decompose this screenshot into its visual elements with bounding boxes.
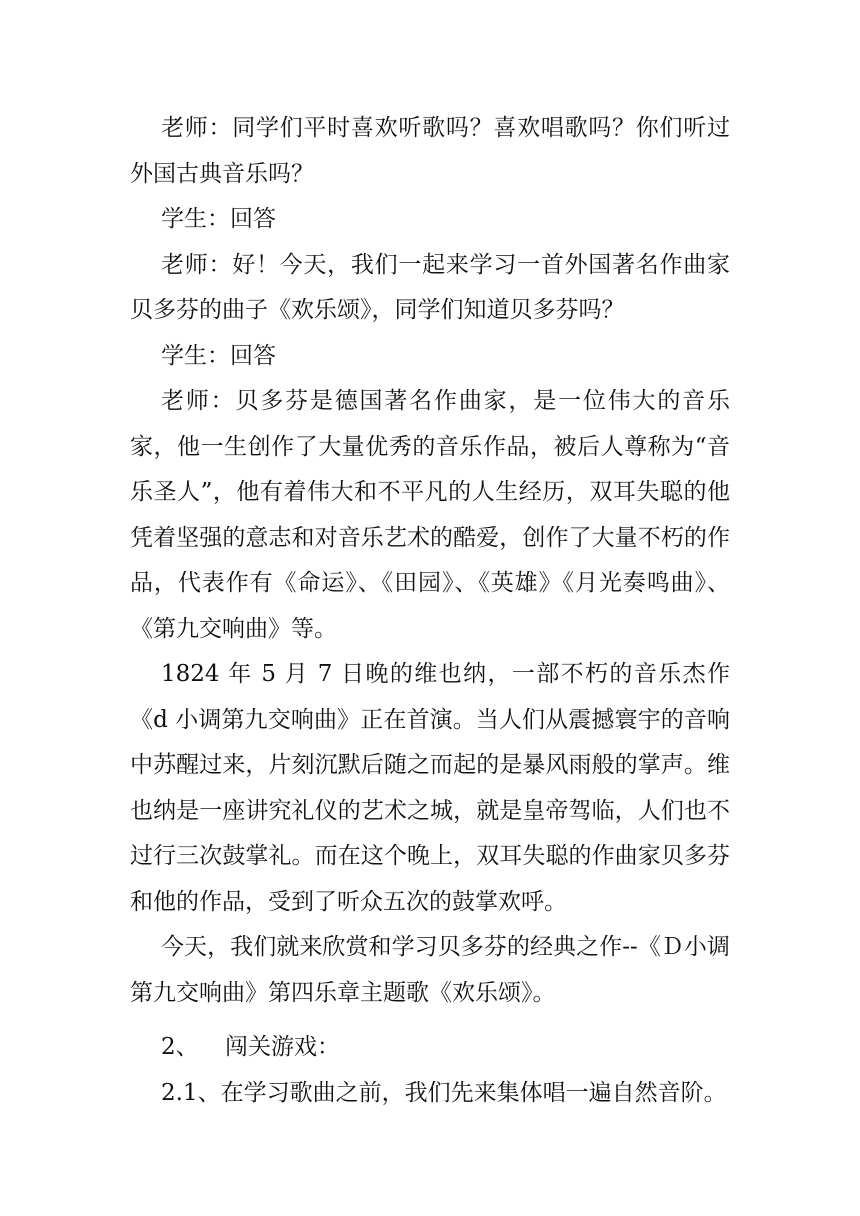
paragraph-teacher-question: 老师：同学们平时喜欢听歌吗？喜欢唱歌吗？你们听过外国古典音乐吗？ [130,115,730,187]
section-title: 闯关游戏： [225,1034,340,1060]
paragraph-student-answer: 学生：回答 [161,342,276,369]
paragraph-vienna-premiere: 1824 年 5 月 7 日晚的维也纳，一部不朽的音乐杰作《d 小调第九交响曲》正在首演。当人们从震撼寰宇的音响中苏醒过来，片刻沉默后随之而起的是暴风雨般的掌声。维也纳是一座讲究礼仪的艺术之城，就是皇帝驾临，人们也不过行三次鼓掌礼。而在这个晚上，双耳失聪的作曲家贝多芬和他的作品，受到了听众五次的鼓掌欢呼。 [130,661,730,915]
paragraph-student-answer: 学生：回答 [161,206,276,232]
paragraph-today-lesson: 今天，我们就来欣赏和学习贝多芬的经典之作--《Ｄ小调第九交响曲》第四乐章主题歌《欢乐颂》。 [130,934,730,1006]
section-number: 2、 [161,1034,199,1060]
document-body [130,106,730,1116]
subsection-text: 2.1、在学习歌曲之前，我们先来集体唱一遍自然音阶。 [161,1079,727,1106]
paragraph-teacher-intro: 老师：好！今天，我们一起来学习一首外国著名作曲家贝多芬的曲子《欢乐颂》，同学们知道贝多芬吗？ [130,251,730,323]
paragraph-beethoven-bio: 老师：贝多芬是德国著名作曲家，是一位伟大的音乐家，他一生创作了大量优秀的音乐作品，被后人尊称为“音乐圣人”，他有着伟大和不平凡的人生经历，双耳失聪的他凭着坚强的意志和对音乐艺术的酷爱，创作了大量不朽的作品，代表作有《命运》、《田园》、《英雄》《月光奏鸣曲》、《第九交响曲》等。 [130,388,730,642]
section-heading [130,1025,730,1071]
